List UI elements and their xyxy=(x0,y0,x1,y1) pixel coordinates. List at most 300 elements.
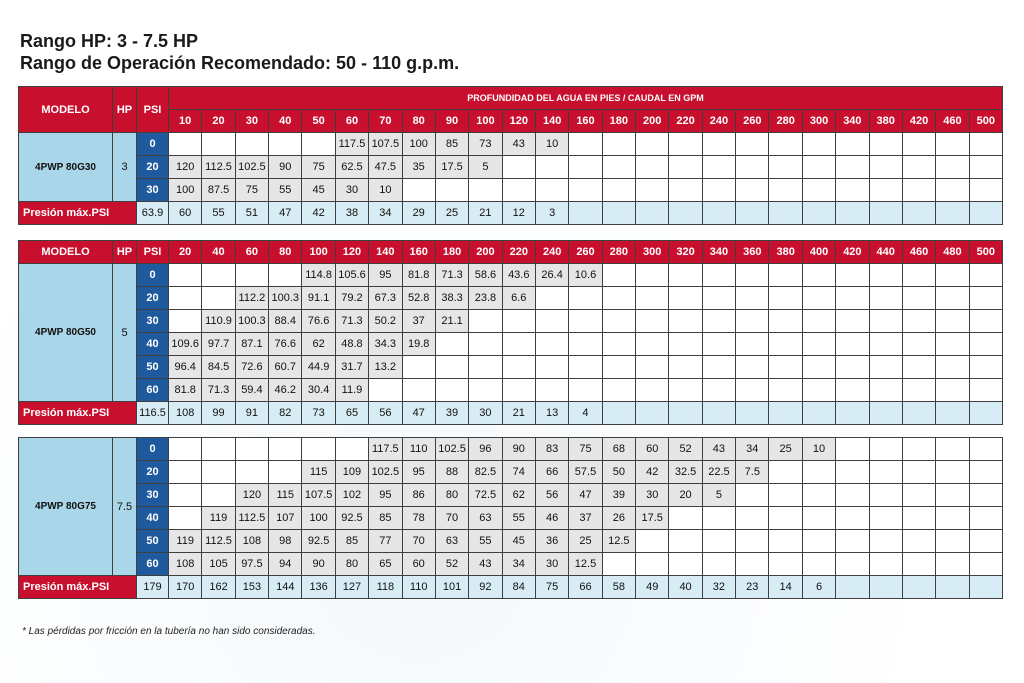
flow-cell: 92.5 xyxy=(335,507,368,530)
flow-cell xyxy=(169,484,202,507)
psi-cell: 50 xyxy=(137,356,169,379)
flow-cell: 115 xyxy=(269,484,302,507)
flow-cell xyxy=(702,379,735,402)
flow-cell xyxy=(169,287,202,310)
flow-cell xyxy=(802,133,835,156)
performance-table-80g50 xyxy=(18,240,1003,425)
psi-cell: 0 xyxy=(137,133,169,156)
flow-cell xyxy=(736,333,769,356)
flow-cell xyxy=(235,461,268,484)
flow-cell: 78 xyxy=(402,507,435,530)
flow-cell: 85 xyxy=(435,133,468,156)
flow-cell: 63 xyxy=(435,530,468,553)
flow-cell xyxy=(569,287,602,310)
header-psi: PSI xyxy=(137,87,169,133)
flow-cell xyxy=(569,156,602,179)
flow-cell: 37 xyxy=(569,507,602,530)
flow-cell: 30.4 xyxy=(302,379,335,402)
flow-cell xyxy=(736,310,769,333)
flow-cell: 32.5 xyxy=(669,461,702,484)
flow-cell xyxy=(836,379,869,402)
data-row xyxy=(19,356,1003,379)
pressure-max-cell: 51 xyxy=(235,202,268,225)
flow-cell xyxy=(769,156,802,179)
pressure-max-cell xyxy=(869,402,902,425)
pressure-max-cell xyxy=(902,576,935,599)
pressure-max-cell: 21 xyxy=(502,402,535,425)
flow-cell xyxy=(302,133,335,156)
flow-cell xyxy=(936,133,969,156)
flow-cell: 114.8 xyxy=(302,264,335,287)
flow-cell xyxy=(869,156,902,179)
heading xyxy=(20,30,459,74)
flow-cell xyxy=(836,333,869,356)
flow-cell xyxy=(269,133,302,156)
flow-cell xyxy=(969,553,1002,576)
flow-cell xyxy=(902,179,935,202)
flow-cell xyxy=(936,530,969,553)
flow-cell: 59.4 xyxy=(235,379,268,402)
pressure-max-cell: 92 xyxy=(469,576,502,599)
flow-cell xyxy=(602,133,635,156)
flow-cell xyxy=(669,310,702,333)
flow-cell: 77 xyxy=(369,530,402,553)
flow-cell: 76.6 xyxy=(269,333,302,356)
flow-cell xyxy=(836,133,869,156)
flow-cell xyxy=(836,310,869,333)
flow-cell: 119 xyxy=(169,530,202,553)
flow-cell: 112.5 xyxy=(202,530,235,553)
depth-header: 200 xyxy=(469,241,502,264)
flow-cell xyxy=(736,484,769,507)
depth-header: 90 xyxy=(435,110,468,133)
flow-cell xyxy=(869,438,902,461)
flow-cell xyxy=(769,310,802,333)
pressure-max-cell: 91 xyxy=(235,402,268,425)
flow-cell xyxy=(669,133,702,156)
flow-cell: 76.6 xyxy=(302,310,335,333)
flow-cell: 110.9 xyxy=(202,310,235,333)
pressure-max-cell: 39 xyxy=(435,402,468,425)
flow-cell xyxy=(602,553,635,576)
flow-cell: 48.8 xyxy=(335,333,368,356)
flow-cell: 62 xyxy=(502,484,535,507)
flow-cell: 102.5 xyxy=(369,461,402,484)
flow-cell xyxy=(836,356,869,379)
data-row xyxy=(19,507,1003,530)
flow-cell xyxy=(869,507,902,530)
depth-header: 380 xyxy=(869,110,902,133)
flow-cell: 47.5 xyxy=(369,156,402,179)
pressure-max-cell: 49 xyxy=(636,576,669,599)
flow-cell xyxy=(969,356,1002,379)
model-hp: 3 xyxy=(113,133,137,202)
flow-cell xyxy=(836,507,869,530)
depth-header: 220 xyxy=(669,110,702,133)
flow-cell: 10 xyxy=(802,438,835,461)
pressure-max-cell: 3 xyxy=(535,202,568,225)
flow-cell xyxy=(469,310,502,333)
psi-cell: 20 xyxy=(137,287,169,310)
flow-cell: 90 xyxy=(302,553,335,576)
flow-cell xyxy=(702,310,735,333)
flow-cell xyxy=(869,356,902,379)
pressure-max-cell: 32 xyxy=(702,576,735,599)
pressure-max-cell xyxy=(969,202,1002,225)
flow-cell: 72.5 xyxy=(469,484,502,507)
flow-cell: 70 xyxy=(402,530,435,553)
flow-cell: 20 xyxy=(669,484,702,507)
flow-cell xyxy=(769,264,802,287)
flow-cell: 5 xyxy=(702,484,735,507)
flow-cell: 56 xyxy=(535,484,568,507)
data-row xyxy=(19,484,1003,507)
pressure-max-cell: 65 xyxy=(335,402,368,425)
flow-cell: 80 xyxy=(435,484,468,507)
psi-cell: 30 xyxy=(137,310,169,333)
flow-cell xyxy=(869,133,902,156)
depth-header: 400 xyxy=(802,241,835,264)
flow-cell: 34.3 xyxy=(369,333,402,356)
flow-cell: 97.5 xyxy=(235,553,268,576)
pressure-max-first: 116.5 xyxy=(137,402,169,425)
flow-cell xyxy=(969,179,1002,202)
depth-header: 260 xyxy=(736,110,769,133)
flow-cell xyxy=(736,530,769,553)
depth-header: 140 xyxy=(535,110,568,133)
flow-cell xyxy=(969,133,1002,156)
flow-cell xyxy=(636,179,669,202)
psi-cell: 50 xyxy=(137,530,169,553)
psi-cell: 20 xyxy=(137,156,169,179)
flow-cell: 112.5 xyxy=(202,156,235,179)
flow-cell xyxy=(202,461,235,484)
flow-cell xyxy=(936,287,969,310)
pressure-max-cell: 170 xyxy=(169,576,202,599)
pressure-max-cell: 101 xyxy=(435,576,468,599)
data-row xyxy=(19,133,1003,156)
flow-cell: 107.5 xyxy=(369,133,402,156)
flow-cell xyxy=(802,530,835,553)
depth-header: 380 xyxy=(769,241,802,264)
pressure-max-cell xyxy=(936,402,969,425)
flow-cell: 75 xyxy=(302,156,335,179)
model-name: 4PWP 80G75 xyxy=(19,438,113,576)
pressure-max-cell xyxy=(802,402,835,425)
flow-cell: 13.2 xyxy=(369,356,402,379)
flow-cell xyxy=(969,287,1002,310)
pressure-max-cell xyxy=(836,576,869,599)
pressure-max-cell: 23 xyxy=(736,576,769,599)
depth-header: 200 xyxy=(636,110,669,133)
flow-cell xyxy=(902,133,935,156)
pressure-max-cell: 4 xyxy=(569,402,602,425)
flow-cell xyxy=(902,553,935,576)
data-row xyxy=(19,379,1003,402)
depth-header: 180 xyxy=(435,241,468,264)
depth-header: 260 xyxy=(569,241,602,264)
flow-cell: 88.4 xyxy=(269,310,302,333)
pressure-max-cell xyxy=(736,402,769,425)
flow-cell xyxy=(936,356,969,379)
flow-cell xyxy=(936,156,969,179)
flow-cell: 39 xyxy=(602,484,635,507)
flow-cell xyxy=(602,379,635,402)
flow-cell xyxy=(736,553,769,576)
model-name: 4PWP 80G50 xyxy=(19,264,113,402)
depth-header: 280 xyxy=(769,110,802,133)
pressure-max-label: Presión máx.PSI xyxy=(19,576,137,599)
flow-cell xyxy=(235,133,268,156)
depth-header: 50 xyxy=(302,110,335,133)
data-row xyxy=(19,438,1003,461)
flow-cell: 120 xyxy=(235,484,268,507)
flow-cell: 108 xyxy=(235,530,268,553)
flow-cell: 50.2 xyxy=(369,310,402,333)
flow-cell: 50 xyxy=(602,461,635,484)
depth-header: 160 xyxy=(569,110,602,133)
flow-cell xyxy=(902,156,935,179)
pressure-max-cell: 60 xyxy=(169,202,202,225)
data-row xyxy=(19,310,1003,333)
flow-cell: 10.6 xyxy=(569,264,602,287)
flow-cell xyxy=(802,356,835,379)
flow-cell: 95 xyxy=(369,484,402,507)
flow-cell: 112.2 xyxy=(235,287,268,310)
depth-header: 440 xyxy=(869,241,902,264)
flow-cell xyxy=(969,379,1002,402)
flow-cell xyxy=(869,310,902,333)
flow-cell xyxy=(569,356,602,379)
data-row xyxy=(19,287,1003,310)
pressure-max-cell: 66 xyxy=(569,576,602,599)
pressure-max-cell: 110 xyxy=(402,576,435,599)
flow-cell xyxy=(736,379,769,402)
pressure-max-cell: 55 xyxy=(202,202,235,225)
pressure-max-cell: 56 xyxy=(369,402,402,425)
flow-cell: 10 xyxy=(369,179,402,202)
flow-cell: 12.5 xyxy=(569,553,602,576)
flow-cell xyxy=(702,507,735,530)
flow-cell xyxy=(769,484,802,507)
flow-cell xyxy=(636,310,669,333)
pressure-max-cell xyxy=(969,576,1002,599)
header-hp: HP xyxy=(113,241,137,264)
flow-cell: 117.5 xyxy=(369,438,402,461)
flow-cell: 79.2 xyxy=(335,287,368,310)
flow-cell xyxy=(902,461,935,484)
flow-cell xyxy=(802,156,835,179)
flow-cell xyxy=(869,484,902,507)
flow-cell xyxy=(702,530,735,553)
flow-cell xyxy=(902,356,935,379)
flow-cell: 95 xyxy=(369,264,402,287)
flow-cell xyxy=(169,310,202,333)
flow-cell xyxy=(802,333,835,356)
pressure-max-cell: 30 xyxy=(469,402,502,425)
flow-cell: 109 xyxy=(335,461,368,484)
flow-cell xyxy=(335,438,368,461)
pressure-max-cell: 136 xyxy=(302,576,335,599)
flow-cell: 62 xyxy=(302,333,335,356)
flow-cell xyxy=(836,461,869,484)
flow-cell xyxy=(636,287,669,310)
flow-cell: 26.4 xyxy=(535,264,568,287)
flow-cell: 66 xyxy=(535,461,568,484)
flow-cell xyxy=(402,356,435,379)
flow-cell: 88 xyxy=(435,461,468,484)
flow-cell: 60 xyxy=(402,553,435,576)
pressure-max-cell xyxy=(869,202,902,225)
flow-cell xyxy=(169,507,202,530)
flow-cell: 30 xyxy=(335,179,368,202)
depth-header: 120 xyxy=(335,241,368,264)
flow-cell xyxy=(502,379,535,402)
flow-cell: 45 xyxy=(302,179,335,202)
flow-cell: 90 xyxy=(502,438,535,461)
flow-cell xyxy=(669,179,702,202)
flow-cell xyxy=(936,333,969,356)
pressure-max-cell: 75 xyxy=(535,576,568,599)
flow-cell xyxy=(602,356,635,379)
pressure-max-label: Presión máx.PSI xyxy=(19,402,137,425)
flow-cell xyxy=(569,379,602,402)
flow-cell xyxy=(202,484,235,507)
flow-cell xyxy=(936,507,969,530)
flow-cell xyxy=(669,287,702,310)
pressure-max-cell: 127 xyxy=(335,576,368,599)
flow-cell xyxy=(769,356,802,379)
flow-cell: 91.1 xyxy=(302,287,335,310)
data-row xyxy=(19,461,1003,484)
flow-cell: 43 xyxy=(502,133,535,156)
pressure-max-cell: 153 xyxy=(235,576,268,599)
depth-header: 420 xyxy=(902,110,935,133)
flow-cell: 55 xyxy=(502,507,535,530)
depth-header: 10 xyxy=(169,110,202,133)
flow-cell: 100 xyxy=(169,179,202,202)
flow-cell: 102.5 xyxy=(235,156,268,179)
flow-cell: 23.8 xyxy=(469,287,502,310)
flow-cell xyxy=(369,379,402,402)
flow-cell: 26 xyxy=(602,507,635,530)
data-row xyxy=(19,553,1003,576)
pressure-max-row xyxy=(19,202,1003,225)
depth-header: 30 xyxy=(235,110,268,133)
pressure-max-cell: 108 xyxy=(169,402,202,425)
psi-cell: 0 xyxy=(137,264,169,287)
flow-cell xyxy=(902,438,935,461)
flow-cell: 63 xyxy=(469,507,502,530)
pressure-max-cell xyxy=(602,402,635,425)
flow-cell: 98 xyxy=(269,530,302,553)
flow-cell xyxy=(636,133,669,156)
flow-cell xyxy=(836,484,869,507)
flow-cell xyxy=(669,264,702,287)
flow-cell: 90 xyxy=(269,156,302,179)
flow-cell xyxy=(435,356,468,379)
flow-cell xyxy=(169,438,202,461)
header-row xyxy=(19,241,1003,264)
flow-cell xyxy=(902,310,935,333)
pressure-max-cell xyxy=(636,402,669,425)
flow-cell xyxy=(969,461,1002,484)
flow-cell xyxy=(636,379,669,402)
pressure-max-label: Presión máx.PSI xyxy=(19,202,137,225)
performance-table-80g75 xyxy=(18,437,1003,599)
flow-cell: 5 xyxy=(469,156,502,179)
flow-cell xyxy=(902,379,935,402)
flow-cell xyxy=(669,156,702,179)
psi-cell: 60 xyxy=(137,379,169,402)
flow-cell xyxy=(535,179,568,202)
flow-cell: 100 xyxy=(302,507,335,530)
flow-cell: 83 xyxy=(535,438,568,461)
depth-header: 500 xyxy=(969,110,1002,133)
pressure-max-cell: 58 xyxy=(602,576,635,599)
psi-cell: 0 xyxy=(137,438,169,461)
flow-cell: 57.5 xyxy=(569,461,602,484)
flow-cell: 31.7 xyxy=(335,356,368,379)
flow-cell: 12.5 xyxy=(602,530,635,553)
flow-cell xyxy=(902,333,935,356)
flow-cell xyxy=(669,530,702,553)
flow-cell: 94 xyxy=(269,553,302,576)
flow-cell: 10 xyxy=(535,133,568,156)
flow-cell: 17.5 xyxy=(636,507,669,530)
flow-cell xyxy=(602,156,635,179)
flow-cell xyxy=(202,133,235,156)
depth-header: 340 xyxy=(836,110,869,133)
flow-cell xyxy=(802,507,835,530)
flow-cell: 67.3 xyxy=(369,287,402,310)
flow-cell xyxy=(502,179,535,202)
flow-cell xyxy=(636,333,669,356)
title-operation-range: Rango de Operación Recomendado: 50 - 110 g.p.m. xyxy=(20,53,460,73)
flow-cell xyxy=(802,553,835,576)
flow-cell: 75 xyxy=(569,438,602,461)
flow-cell xyxy=(502,310,535,333)
flow-cell xyxy=(569,333,602,356)
flow-cell: 60.7 xyxy=(269,356,302,379)
flow-cell: 95 xyxy=(402,461,435,484)
depth-header: 20 xyxy=(169,241,202,264)
flow-cell xyxy=(535,333,568,356)
pressure-max-cell: 82 xyxy=(269,402,302,425)
flow-cell xyxy=(302,438,335,461)
pressure-max-cell xyxy=(936,202,969,225)
flow-cell xyxy=(736,179,769,202)
flow-cell xyxy=(869,553,902,576)
depth-header: 300 xyxy=(802,110,835,133)
flow-cell xyxy=(535,356,568,379)
pressure-max-cell xyxy=(702,202,735,225)
header-modelo: MODELO xyxy=(19,241,113,264)
flow-cell xyxy=(702,356,735,379)
flow-cell: 7.5 xyxy=(736,461,769,484)
depth-header: 70 xyxy=(369,110,402,133)
flow-cell xyxy=(702,553,735,576)
flow-cell xyxy=(636,553,669,576)
depth-header: 300 xyxy=(636,241,669,264)
flow-cell xyxy=(969,507,1002,530)
flow-cell: 70 xyxy=(435,507,468,530)
flow-cell xyxy=(435,179,468,202)
pressure-max-cell: 25 xyxy=(435,202,468,225)
flow-cell xyxy=(902,287,935,310)
flow-cell: 84.5 xyxy=(202,356,235,379)
flow-cell: 100.3 xyxy=(269,287,302,310)
